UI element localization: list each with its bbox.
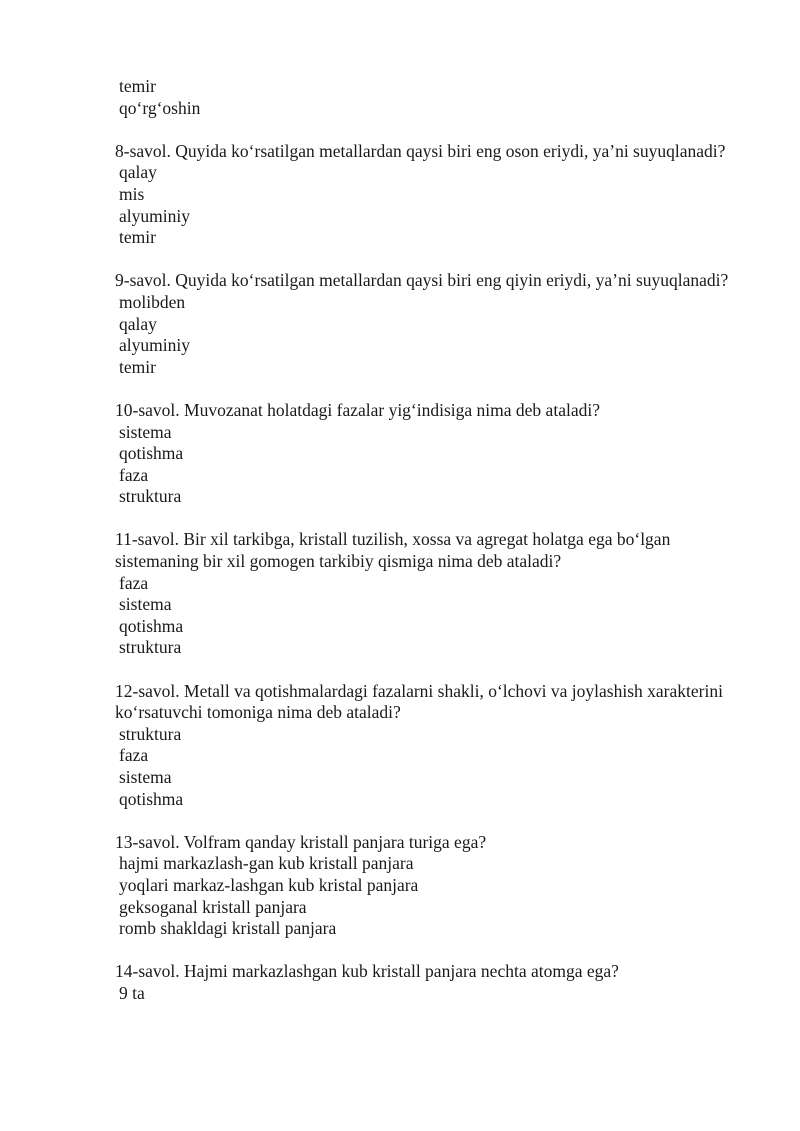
- answer-option: temir: [119, 356, 156, 377]
- answer-option: sistema: [119, 421, 172, 442]
- answer-option: sistema: [119, 594, 172, 615]
- answer-option: yoqlari markaz-lashgan kub kristal panjara: [119, 874, 419, 895]
- spacer: [115, 659, 735, 681]
- answer-option: qo‘rg‘oshin: [119, 97, 201, 118]
- answer-option: qotishma: [119, 443, 184, 464]
- answer-option: struktura: [119, 486, 182, 507]
- spacer: [115, 119, 735, 141]
- question-text: 10-savol. Muvozanat holatdagi fazalar yig‘indisiga nima deb ataladi?: [115, 399, 600, 420]
- question-block-14: [115, 961, 735, 1004]
- answer-option: struktura: [119, 723, 182, 744]
- question-text: 8-savol. Quyida ko‘rsatilgan metallardan qaysi biri eng oson eriydi, ya’ni suyuqlanadi?: [115, 140, 726, 161]
- question-text: 11-savol. Bir xil tarkibga, kristall tuzilish, xossa va agregat holatga ega bo‘lgan sistemaning bir xil gomogen tarkibiy qismiga nima deb ataladi?: [115, 529, 671, 572]
- question-text: 12-savol. Metall va qotishmalardagi fazalarni shakli, o‘lchovi va joylashish xarakterini ko‘rsatuvchi tomoniga nima deb ataladi?: [115, 680, 723, 723]
- answer-option: romb shakldagi kristall panjara: [119, 918, 337, 939]
- answer-option: qotishma: [119, 788, 184, 809]
- answer-option: faza: [119, 572, 149, 593]
- question-text: 14-savol. Hajmi markazlashgan kub kristall panjara nechta atomga ega?: [115, 961, 619, 982]
- answer-option: faza: [119, 745, 149, 766]
- spacer: [115, 810, 735, 832]
- question-block-13: [115, 832, 735, 940]
- answer-option: faza: [119, 464, 149, 485]
- answer-option: hajmi markazlash-gan kub kristall panjara: [119, 853, 414, 874]
- answer-option: mis: [119, 183, 145, 204]
- answer-option: temir: [119, 76, 156, 96]
- spacer: [115, 508, 735, 530]
- answer-option: geksoganal kristall panjara: [119, 896, 307, 917]
- answer-option: qalay: [119, 162, 157, 183]
- question-text: 13-savol. Volfram qanday kristall panjara turiga ega?: [115, 831, 487, 852]
- answer-option: struktura: [119, 637, 182, 658]
- answer-option: sistema: [119, 767, 172, 787]
- question-text: 9-savol. Quyida ko‘rsatilgan metallardan qaysi biri eng qiyin eriydi, ya’ni suyuqlanadi?: [115, 270, 729, 291]
- question-block-9: [115, 270, 735, 378]
- spacer: [115, 378, 735, 400]
- document-page: [115, 76, 735, 1005]
- question-block-11: [115, 529, 735, 659]
- question-block-10: [115, 400, 735, 508]
- spacer: [115, 940, 735, 962]
- answer-option: qotishma: [119, 615, 184, 636]
- question-block-8: [115, 141, 735, 249]
- answer-option: molibden: [119, 291, 186, 312]
- answer-option: temir: [119, 227, 156, 248]
- answer-option: alyuminiy: [119, 335, 190, 356]
- spacer: [115, 249, 735, 271]
- answer-option: 9 ta: [119, 982, 145, 1003]
- answer-option: alyuminiy: [119, 205, 190, 226]
- intro-options: [115, 76, 735, 119]
- answer-option: qalay: [119, 313, 157, 334]
- question-block-12: [115, 681, 735, 811]
